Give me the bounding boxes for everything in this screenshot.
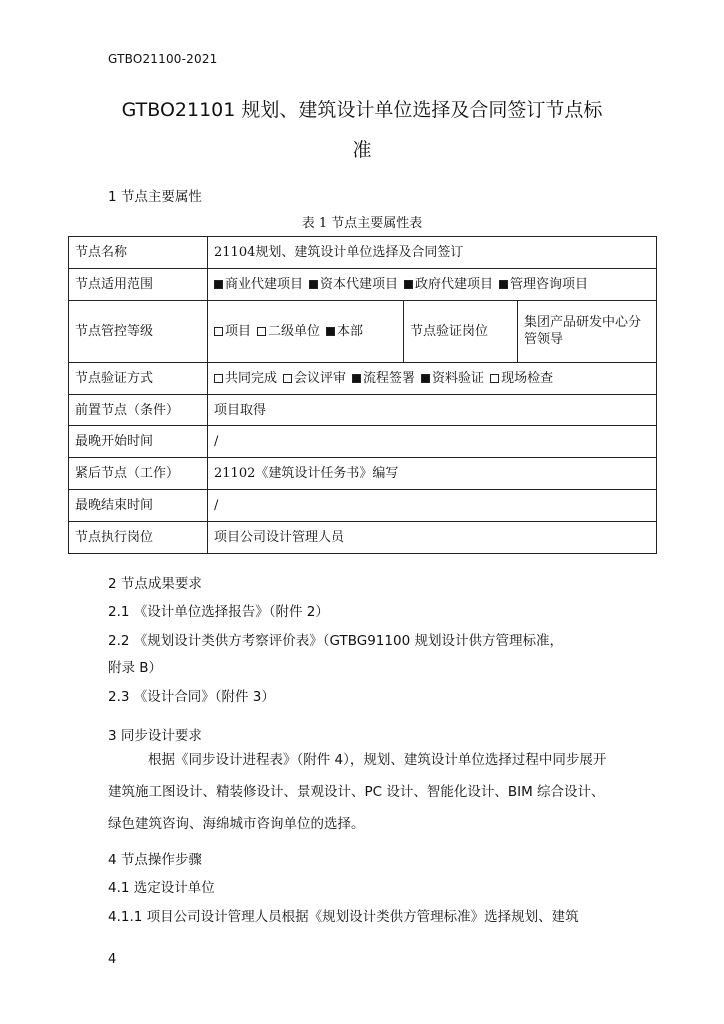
row-label: 最晚结束时间 <box>69 490 208 522</box>
checked-box-icon <box>326 327 335 336</box>
row-label: 节点验证方式 <box>69 362 208 394</box>
section-2-heading: 2 节点成果要求 <box>108 576 202 592</box>
running-header: GTBO21100-2021 <box>108 52 218 66</box>
option-item: 共同完成 <box>214 371 277 386</box>
option-item: 流程签署 <box>352 371 415 386</box>
row-label: 节点管控等级 <box>69 300 208 362</box>
option-item: 商业代建项目 <box>214 277 303 292</box>
row-value: 项目取得 <box>208 394 657 426</box>
table-row <box>69 300 657 362</box>
document-title-line1: GTBO21101 规划、建筑设计单位选择及合同签订节点标 <box>121 99 603 121</box>
scope-options <box>208 268 657 300</box>
option-item: 资料验证 <box>421 371 484 386</box>
table-row <box>69 268 657 300</box>
table-row <box>69 362 657 394</box>
checked-box-icon <box>499 280 508 289</box>
table-row <box>69 394 657 426</box>
option-item: 会议评审 <box>283 371 346 386</box>
row-label: 节点适用范围 <box>69 268 208 300</box>
option-item: 项目 <box>214 324 251 339</box>
row-label: 最晚开始时间 <box>69 426 208 458</box>
table-row <box>69 426 657 458</box>
unchecked-box-icon <box>214 327 223 336</box>
option-item: 现场检查 <box>490 371 553 386</box>
option-item: 本部 <box>326 324 363 339</box>
paragraph: 2.3 《设计合同》（附件 3） <box>108 689 275 705</box>
row-label: 节点执行岗位 <box>69 522 208 554</box>
unchecked-box-icon <box>283 374 292 383</box>
option-item: 管理咨询项目 <box>499 277 588 292</box>
unchecked-box-icon <box>490 374 499 383</box>
option-item: 政府代建项目 <box>404 277 493 292</box>
option-item: 资本代建项目 <box>309 277 398 292</box>
paragraph: 4.1.1 项目公司设计管理人员根据《规划设计类供方管理标准》选择规划、建筑 <box>108 909 579 925</box>
row-label: 前置节点（条件） <box>69 394 208 426</box>
section-4-heading: 4 节点操作步骤 <box>108 852 202 868</box>
node-attribute-table <box>68 236 657 554</box>
paragraph: 2.1 《设计单位选择报告》（附件 2） <box>108 604 329 620</box>
checked-box-icon <box>421 374 430 383</box>
table-row <box>69 237 657 269</box>
table-row <box>69 522 657 554</box>
section-3-body: 根据《同步设计进程表》（附件 4），规划、建筑设计单位选择过程中同步展开建筑施工图设计、精装修设计、景观设计、PC 设计、智能化设计、BIM 综合设计、绿色建筑咨询、海绵城市咨询单位的选择。 <box>108 752 607 832</box>
checked-box-icon <box>309 280 318 289</box>
table-caption: 表 1 节点主要属性表 <box>301 216 423 231</box>
row-label: 节点名称 <box>69 237 208 269</box>
row-value: / <box>208 490 657 522</box>
unchecked-box-icon <box>214 374 223 383</box>
checked-box-icon <box>214 280 223 289</box>
row-label: 紧后节点（工作） <box>69 458 208 490</box>
section-3-heading: 3 同步设计要求 <box>108 728 202 744</box>
paragraph: 2.2 《规划设计类供方考察评价表》（GTBG91100 规划设计供方管理标准， <box>108 633 563 649</box>
option-item: 二级单位 <box>257 324 320 339</box>
table-row <box>69 458 657 490</box>
row-value: 21102《建筑设计任务书》编写 <box>208 458 657 490</box>
checked-box-icon <box>404 280 413 289</box>
row-value: 21104规划、建筑设计单位选择及合同签订 <box>208 237 657 269</box>
document-title-line2: 准 <box>352 139 372 161</box>
row-sub-value: 集团产品研发中心分管领导 <box>518 300 657 362</box>
row-sub-label: 节点验证岗位 <box>404 300 518 362</box>
checked-box-icon <box>352 374 361 383</box>
section-1-heading: 1 节点主要属性 <box>108 189 202 205</box>
page-number: 4 <box>108 952 117 967</box>
control-level-options <box>208 300 404 362</box>
table-row <box>69 490 657 522</box>
subsection-heading: 4.1 选定设计单位 <box>108 880 215 896</box>
row-value: 项目公司设计管理人员 <box>208 522 657 554</box>
paragraph: 附录 B） <box>108 660 163 676</box>
verify-method-options <box>208 362 657 394</box>
unchecked-box-icon <box>257 327 266 336</box>
row-value: / <box>208 426 657 458</box>
